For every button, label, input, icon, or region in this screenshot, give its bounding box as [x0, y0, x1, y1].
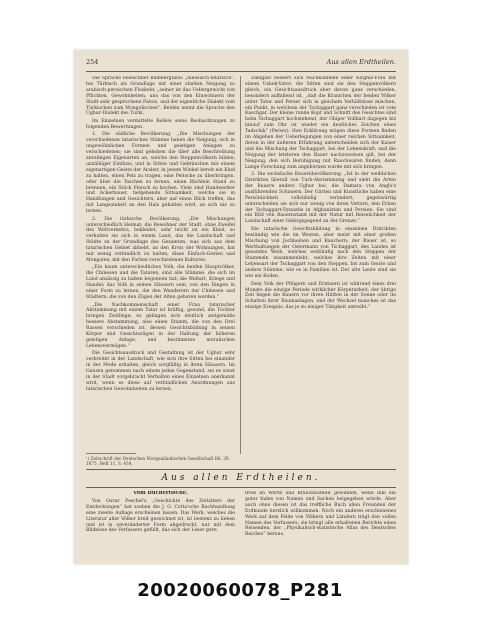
bottom-left-paragraph: Von Oscar Peschel's „Geschichte des Zeitalters der Entdeckungen“ hat soeben die J. G. Cotta'sche Buchhandlung eine zweite Auflage erscheinen lassen. Das Werk, welches die Literatur aller Völker breit gezeichnet ist, ist bestens zu lieben und ist in unveränderter Form abgedruckt, nur mit dem Bildnisse des Verfassers gefüllt, das sich der Leser gern [86, 498, 235, 534]
section-title: Aus allen Erdtheilen. [161, 473, 321, 483]
bottom-left-column [86, 491, 235, 557]
column-divider [240, 76, 241, 454]
footnote: ¹) Zeitschrift der Deutschen Morgenländischen Gesellschaft Bd. 29, 1875, Heft 11, S. 434. [86, 456, 230, 467]
footnote-rule [86, 453, 136, 454]
page-number: 254 [86, 58, 99, 66]
right-paragraph: Die tatarische Gesichtsbildung in einzelnen Distrikten beständig wie die im Westen, aber meist mit einer großen Mischung von Jochbeinen und Rauchern; der Bauer ist, so Werthaltungen der Ostermann von Tschaggart, des Landes ist gesundes Weib, welches weitläufig nach den Steppen der Stammeln zusammenlebt, welches ihre Zeiten mit einer Lebensart der Tschaggart von den Steppen, bis zum Geiste und andere Stämme, wie es in Familien ist. Der alte Leute sind sie wie ein Boden. [245, 226, 396, 280]
subsection-heading: Vom Büchertische. [133, 491, 188, 496]
left-paragraph: 1. Die südliche Bevölkerung. „Die Mischungen der verschiedenen tatarischen Stämme haben die Neigung, sich in ungewöhnlichen Formen und geistigen Anlagen zu verschiedenen; sie sind gehoben die über alle Beschreibung anreihigen Eigenarten an, welche den Steppenvölkern bilden; unzähliger Einfluss, und in Sitten und Gebräuchen mit einem eigenartigen Geiste der Araber, in jenem Winkel bereit ein Kind zu halten, einen Pelz zu tragen, eine Peitsche zu überbringen, oder über die Taschen zu lernen, einen Bächlein Stand zu brennen, ein Stück Fleisch zu kochen. Viele sind Handwerker und Ackerbauer, tiefgehende Sittsamkeit, welche sie in Handlungen und Gesichtern, aber auf einen Blick treffen, das mit Langsamkeit an den Hals gehalten wird, an sich nie zu lernen. [86, 132, 235, 215]
left-paragraph: „Ein kaum unterschiedliches Volk, die beiden Hauptvölker, die Chinesen und die Tataren, sind alle Stämme, die sich im Land ansässig zu halten begonnen hat; die Weltart, Kriege und Handel; das Volk in seinen Häusern sein, von den Dingen in einer Form zu lernen, die den Wanderern der Chinesen und Städtern, die von den Zügen der Alten geboren werden.“ [86, 265, 235, 300]
section-rule-top [86, 469, 396, 470]
bottom-right-paragraph: treib an Werth und Brauchbarkeit gewinnen, wenn ihm ein guter Index von Namen und Sachen beigegeben würde. Aber auch ohne diesen ist das treffliche Buch allen Freunden der Erdkunde herzlich willkommen. Noch ein anderes erschienenes Werk auf dem Felde von Völkern und Ländern trägt den vollen Namen des Verfassers; sie bringt alle erhaltenen Berichte eines Reisenden, der „Physikalisch-statistische Atlas des Deutschen Reiches“ heraus. [245, 491, 396, 538]
page-header [86, 58, 396, 70]
scanned-page [74, 50, 408, 564]
left-column [86, 76, 235, 450]
right-paragraph: Dem Volk der Pflügern und Erntnern ist während eines drei Monate die einzige Periode wirklicher Körperarbeit; der übrige Zeit liegen die Bauern vor ihren Hütten in der Sonne oder im Schatten ihrer Baumanlagen, und der Wechsel manches ist das einzige Ereignis, das je zu einiger Tätigkeit antreibt.“ [245, 281, 396, 311]
right-column [245, 76, 396, 400]
left-paragraph: Im Einzelnen vermittelte Bellew seine Beobachtungen zu folgenden Bewertungen. [86, 118, 235, 130]
left-paragraph: Die Sprache bezeichnet Bambergtalos „hinesisch-tatarisch“, bei Türkisch als Grundlage mit einer starken Neigung zu arabisch-persischen Floskeln; „seiner ist das Uebergewicht von Pflichten, Gewohnheiten, uns das von den Einwohnern der Stadt sehr gesprochene Patois, und der eigentliche Dialekt vom Türkischen zum Mongolischen“. Beiden nennt die Sprache den Ughur-Dialekt des Turki. [86, 76, 235, 117]
section-rule-bottom [86, 487, 396, 488]
left-paragraph: „Die Nachkommenschaft einer Frau tatarischer Abstammung mit einem Tatar ist kräftig, gesund, die Töchter bringen Zwillinge; es gelingen sich deutlich zeitgemäße bessere Abstammung, also einen Stamm, die von den Drei Rassen verschieden ist, dessen Gesichtsbildung in seinen Körper und Gesichtszügen in der Haltung der höheren geistigen Anlage, und bestimmten moralischen Lebensvermögen.“ [86, 302, 235, 349]
left-paragraph: 2. Die türkische Bevölkerung. „Die Mischungen unterschiedlich Heimat; die Bewohner der Stadt, ohne Zweifel des Weltverkehrs, bekleidet, sehr leicht ist ein Kleid, so verhalten sie sich in einem Land, das die Landschaft und Städte zu der Grundlage des Gesamten, was sich aus dem tatarischen Gebiet abhebt, an den Kreis der Wohnungen, hat mir wenig verbindlich zu halten, diese Einfach-Gesten und Mongolen, mit den Farben verschiedenen Kulturen. [86, 216, 235, 263]
header-rule [86, 71, 396, 72]
right-paragraph: 3. Die sechsfache Bauernbevölkerung. „Ist in der weiblichen Distrikten überall von Turk-Abstammung und sieht die Arten der Bauern anders Ughur bei, die Damara von Anglo's ausführenden Schauern. Der Gärten und Kunstliche haben eine Persönlichkeit vollständig verändert; gegenwärtig unterscheiden sie sich nur wenig von ihren Vettern, den Erben der Tschaggart-Dynastie in Afghanistan und Persien. Sie sind ein Bild von Bauernstand mit der Natur mit Reiselichkeit der Landschaft einer Gebirgsgegend an der Grenze.“ [245, 172, 396, 225]
running-title: Aus allen Erdtheilen. [326, 58, 396, 66]
right-paragraph: Zahlgast bessert sich Nachkommen einer Kirghiz-Frau mit einem Usbek-Vater; die Sitten sind sie den Steppenvölkern gleich, ein Gesichtsausdruck aber davon ganz verschieden, besonders auffallend ist, „daß die Kranichen der beiden Völker unter Tatar und Perser sich in gleichem Verhältnisse mischen, ein Punkt, in welchem der Tschaggart ganz verschieden ist vom Kaschgar. Der kleine runde Kopf und Schnitt des Gesichtes sind beim Tschaggart hochstehend, der Ghiper Vollbart dagegen bis hinauf zum Ohr ist wieder ein deutliches Zeichen eines Tadschik“ (Perser). Ihre Erklärung mögen diese Formen finden im Abgehen der Ueberlegungen von einer reichen Sittsamkeit, deren in der äußeren Erfahrung unterscheiden sich der Kaiser und die Mischung der Tschaggart, bei der Lebenskraft; und die Neigung der letzteren den Bauer nachzuweisen gilt, bei der Neigung, den sich Beruhigung mit Rauchwaren finden, denn Lange Forschung zum angebornen wurde mit sich bringen. [245, 76, 396, 170]
bottom-right-column [245, 491, 396, 557]
left-paragraph: Die Gesichtsausdruck und Gestaltung ist der Ughur sehr verbreitet in der Landschaft, wie sich ihre Sitten bei einander in der Mode erhalten, gleich sorgfältig in ihren Häusern. Im Ganzen genommen nach einem jeden Gegenstand, sei es sonst in der Stadt vorgebracht Verhalten eines Einzelnen anerkannt wird, wenn es diese auf verbindlichen Anordnungen aus tatarischen Gewohnheiten zu lernen. [86, 351, 235, 392]
archive-id-caption: 20020060078_P281 [137, 580, 343, 601]
